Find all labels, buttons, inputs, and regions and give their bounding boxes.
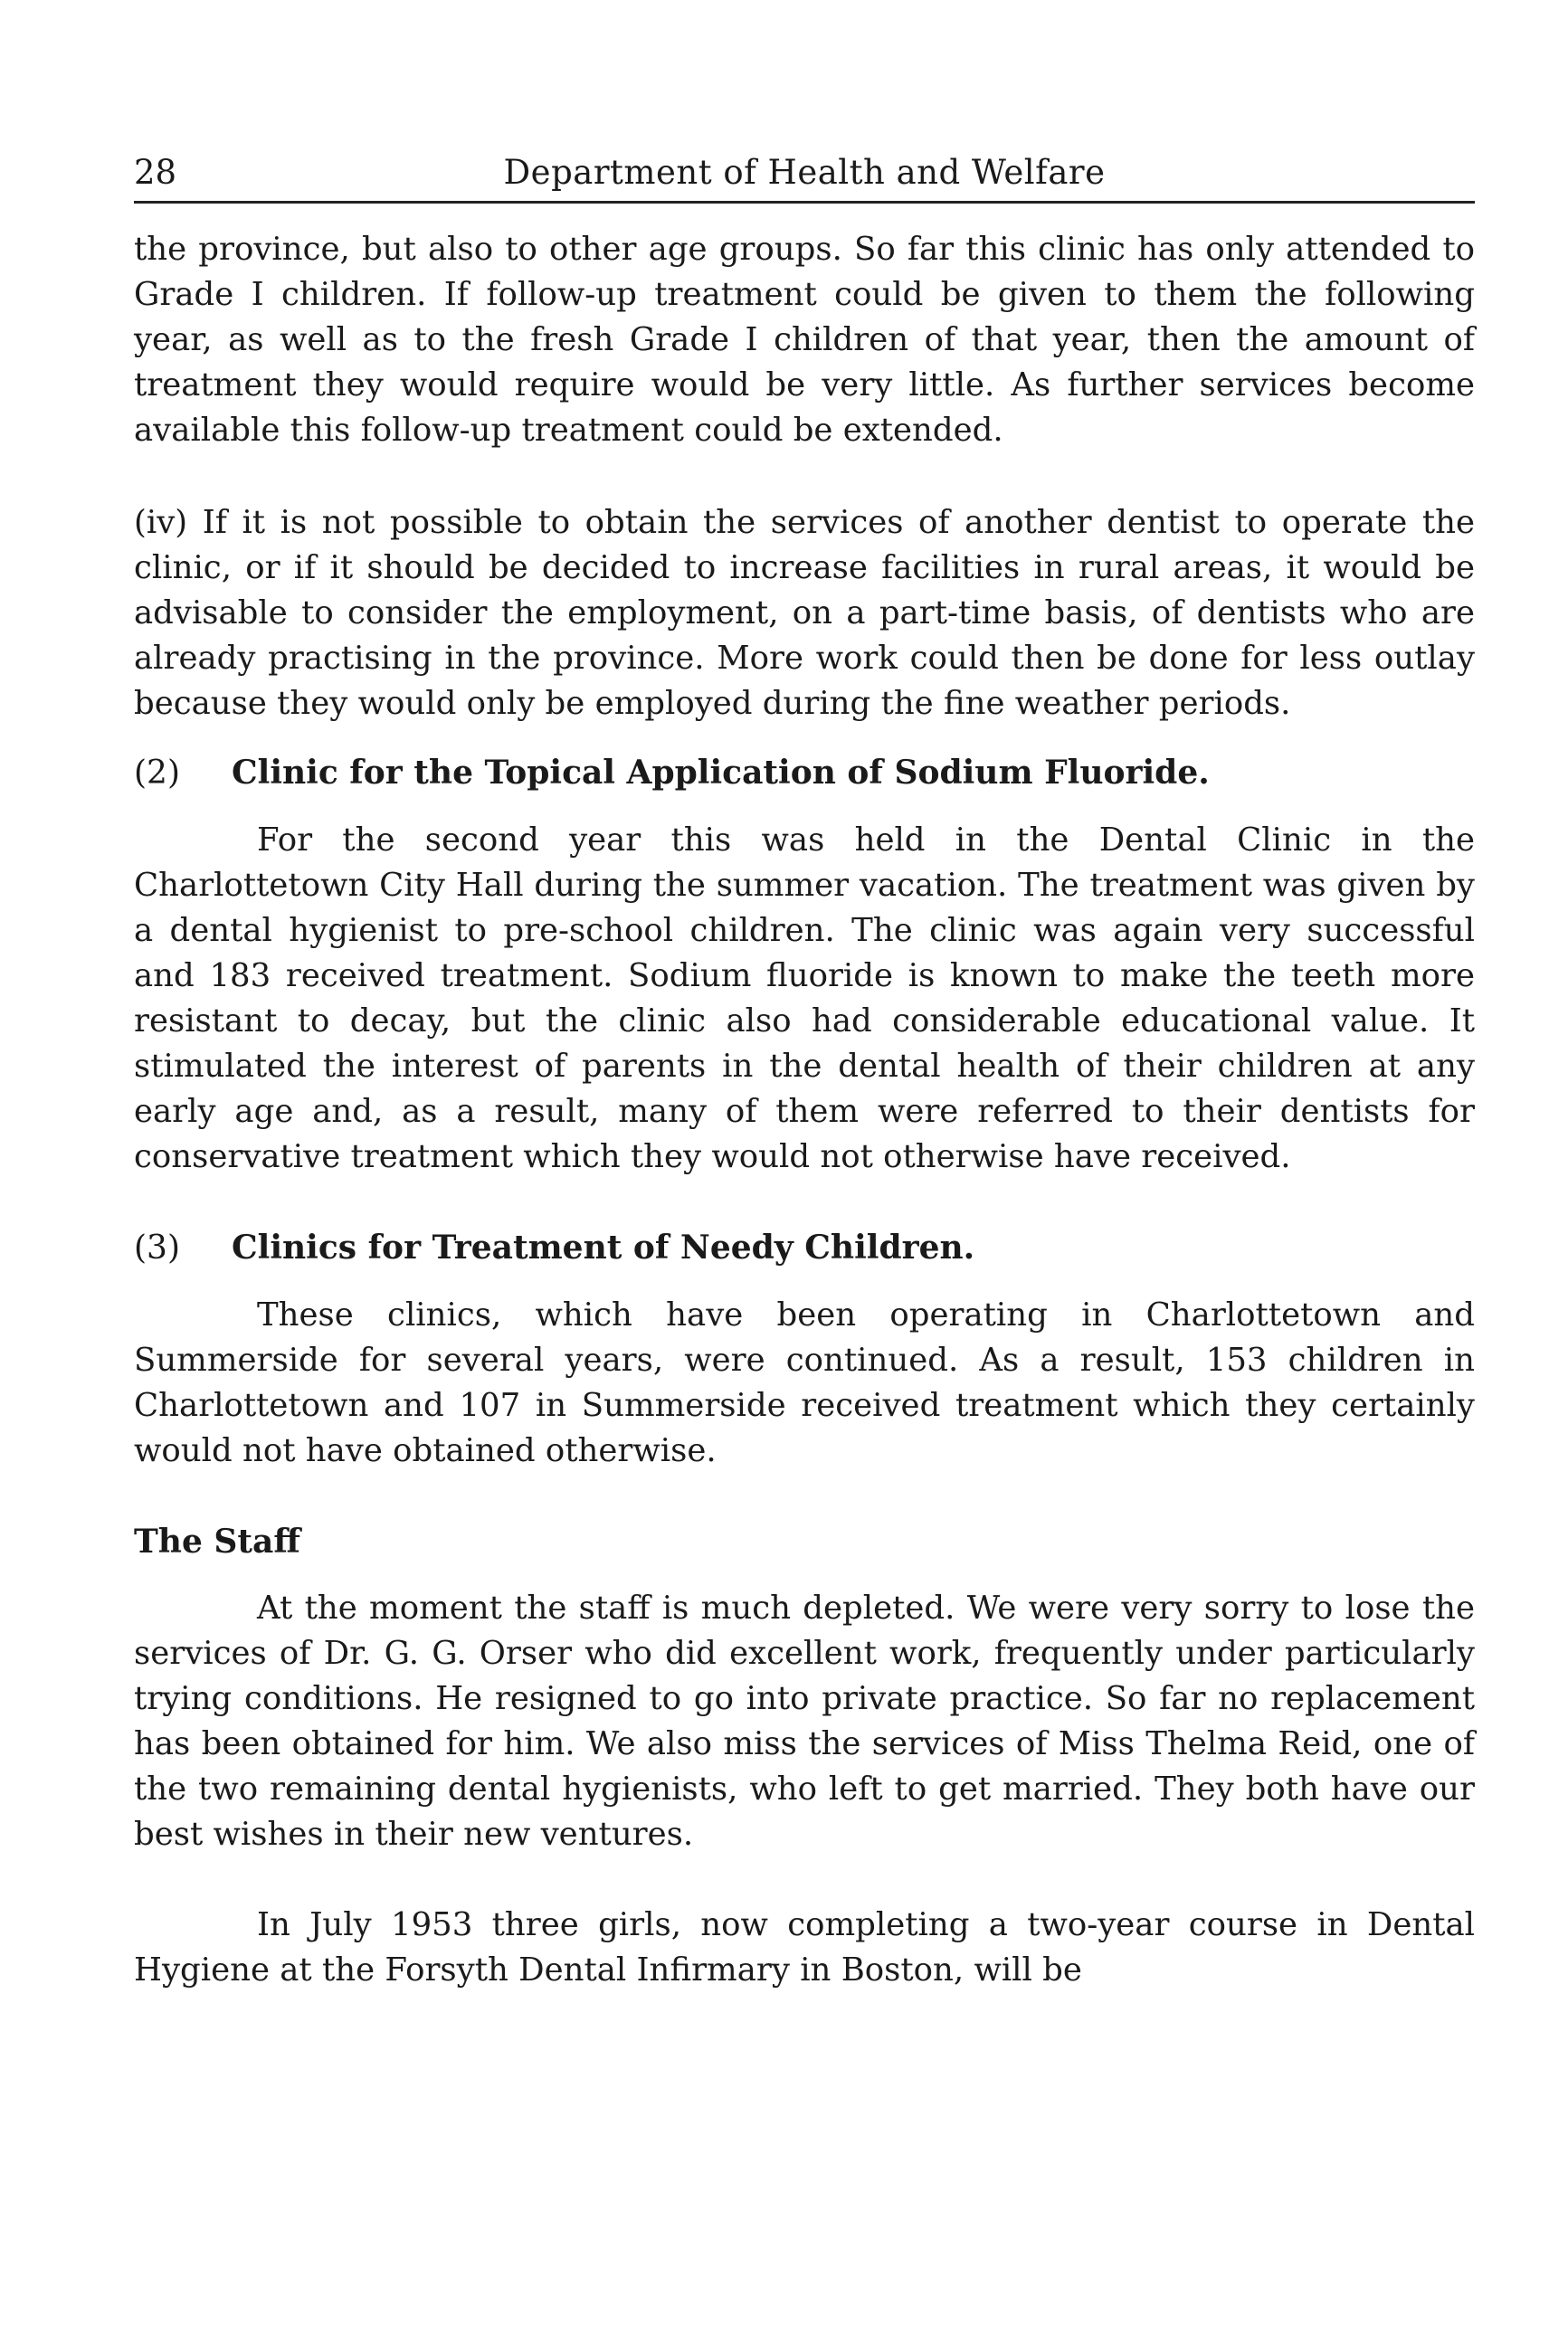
section-heading-3 <box>134 1225 1475 1271</box>
section-number-3: (3) <box>134 1229 180 1267</box>
document-page <box>134 145 1475 1993</box>
section-heading-2 <box>134 750 1475 796</box>
page-number: 28 <box>134 153 177 192</box>
running-header <box>134 145 1475 204</box>
section-paragraph-3: These clinics, which have been operating in Charlottetown and Summerside for several years, were continued. As a result, 153 children in Charlottetown and 107 in Summerside received treatment which they certainly would not have obtained otherwise. <box>134 1296 1475 1469</box>
section-number-2: (2) <box>134 755 180 792</box>
paragraph-iv: (iv) If it is not possible to obtain the services of another dentist to operate the clinic, or if it should be decided to increase facilities in rural areas, it would be advisable to consider the employment, on a part-time basis, of dentists who are already practising in the province. More work could then be done for less outlay because they would only be employed during the fine weather periods. <box>134 504 1475 722</box>
staff-paragraph-2: In July 1953 three girls, now completing a two-year course in Dental Hygiene at the Forsyth Dental Infirmary in Boston, will be <box>134 1906 1475 1989</box>
running-title: Department of Health and Welfare <box>503 153 1106 192</box>
section-paragraph-2: For the second year this was held in the Dental Clinic in the Charlottetown City Hall during the summer vacation. The treatment was given by a dental hygienist to pre-school children. The clinic was again very successful and 183 received treatment. Sodium fluoride is known to make the teeth more resistant to decay, but the clinic also had considerable educational value. It stimulated the interest of parents in the dental health of their children at any early age and, as a result, many of them were referred to their dentists for conservative treatment which they would not otherwise have received. <box>134 821 1475 1175</box>
staff-paragraph-1: At the moment the staff is much depleted. We were very sorry to lose the services of Dr. G. G. Orser who did excellent work, frequently under particularly trying conditions. He resigned to go into private practice. So far no replacement has been obtained for him. We also miss the services of Miss Thelma Reid, one of the two remaining dental hygienists, who left to get married. They both have our best wishes in their new ventures. <box>134 1590 1475 1853</box>
section-title-3: Clinics for Treatment of Needy Children. <box>232 1229 975 1267</box>
paragraph-continuation: the province, but also to other age groups. So far this clinic has only attended to Grade I children. If follow-up treatment could be given to them the following year, as well as to the fresh Grade I children of that year, then the amount of treatment they would require would be very little. As further services become available this follow-up treatment could be extended. <box>134 231 1475 449</box>
body-text <box>134 227 1475 1993</box>
staff-heading: The Staff <box>134 1523 300 1561</box>
section-title-2: Clinic for the Topical Application of Sodium Fluoride. <box>232 754 1210 792</box>
